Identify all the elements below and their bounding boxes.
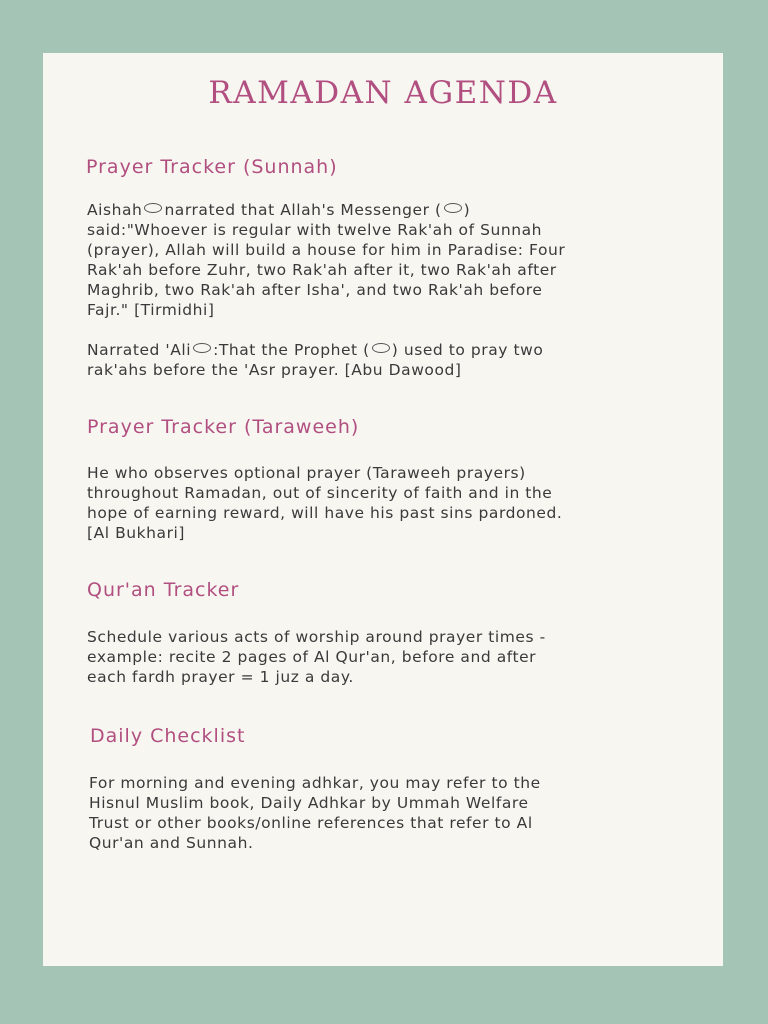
text-line: Maghrib, two Rak'ah after Isha', and two Rak'ah before [87,281,543,299]
text-line: Narrated 'Ali :That the Prophet ( ) used to pray two [87,341,544,359]
text-line: Hisnul Muslim book, Daily Adhkar by Ummah Welfare [89,794,529,812]
honorific-icon [193,343,211,353]
honorific-icon [144,203,162,213]
text-line: hope of earning reward, will have his past sins pardoned. [87,504,563,522]
paragraph-taraweeh-hadith [87,463,562,543]
agenda-page [43,53,723,966]
text-line: throughout Ramadan, out of sincerity of faith and in the [87,484,553,502]
text-line: (prayer), Allah will build a house for him in Paradise: Four [87,241,566,259]
text-line: Rak'ah before Zuhr, two Rak'ah after it, two Rak'ah after [87,261,557,279]
paragraph-sunnah-hadith-ali [87,340,543,380]
text-line: Fajr." [Tirmidhi] [87,301,215,319]
heading-prayer-tracker-sunnah: Prayer Tracker (Sunnah) [86,156,338,178]
paragraph-sunnah-hadith-aishah [87,200,565,320]
page-title: RAMADAN AGENDA [208,75,558,111]
paragraph-quran-schedule [87,627,546,687]
text-line: [Al Bukhari] [87,524,185,542]
heading-quran-tracker: Qur'an Tracker [87,579,240,601]
text-line: each fardh prayer = 1 juz a day. [87,668,354,686]
heading-prayer-tracker-taraweeh: Prayer Tracker (Taraweeh) [87,416,360,438]
text-line: example: recite 2 pages of Al Qur'an, before and after [87,648,537,666]
text-line: Qur'an and Sunnah. [89,834,254,852]
text-line: said:"Whoever is regular with twelve Rak'ah of Sunnah [87,221,542,239]
text-line: Schedule various acts of worship around prayer times - [87,628,546,646]
text-line: For morning and evening adhkar, you may refer to the [89,774,541,792]
honorific-icon [444,203,462,213]
text-line: Aishah narrated that Allah's Messenger ( ) [87,201,471,219]
paragraph-daily-adhkar [89,773,541,853]
text-line: rak'ahs before the 'Asr prayer. [Abu Dawood] [87,361,462,379]
text-line: He who observes optional prayer (Taraweeh prayers) [87,464,526,482]
honorific-icon [372,343,390,353]
text-line: Trust or other books/online references that refer to Al [89,814,533,832]
heading-daily-checklist: Daily Checklist [90,725,246,747]
